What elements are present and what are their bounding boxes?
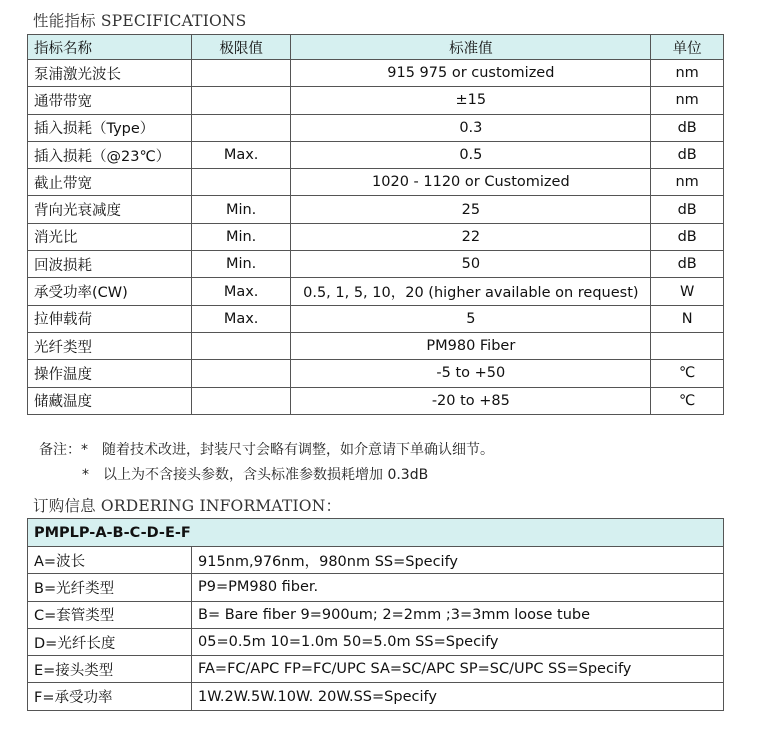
order-key: D=光纤长度 xyxy=(28,628,192,655)
spec-name: 泵浦激光波长 xyxy=(28,60,192,87)
spec-unit: W xyxy=(651,278,724,305)
spec-unit: dB xyxy=(651,114,724,141)
spec-limit xyxy=(191,114,291,141)
spec-value: ±15 xyxy=(291,87,651,114)
spec-limit: Max. xyxy=(191,141,291,168)
spec-value: 22 xyxy=(291,223,651,250)
spec-name: 拉伸载荷 xyxy=(28,305,192,332)
order-value: P9=PM980 fiber. xyxy=(192,574,724,601)
spec-unit: nm xyxy=(651,169,724,196)
specifications-table xyxy=(27,34,724,415)
table-row xyxy=(28,196,724,223)
table-row xyxy=(28,141,724,168)
spec-limit: Min. xyxy=(191,251,291,278)
part-number: PMPLP-A-B-C-D-E-F xyxy=(28,519,724,547)
table-row xyxy=(28,547,724,574)
spec-unit: dB xyxy=(651,141,724,168)
table-row xyxy=(28,628,724,655)
spec-name: 插入损耗（@23℃） xyxy=(28,141,192,168)
spec-unit: dB xyxy=(651,251,724,278)
spec-limit xyxy=(191,332,291,359)
order-value: FA=FC/APC FP=FC/UPC SA=SC/APC SP=SC/UPC SS=Specify xyxy=(192,656,724,683)
table-row xyxy=(28,683,724,710)
spec-value: 50 xyxy=(291,251,651,278)
spec-unit: nm xyxy=(651,87,724,114)
order-value: 915nm,976nm，980nm SS=Specify xyxy=(192,547,724,574)
note-line-2: * 以上为不含接头参数，含头标准参数损耗增加 0.3dB xyxy=(82,467,429,483)
spec-unit: nm xyxy=(651,60,724,87)
spec-name: 通带带宽 xyxy=(28,87,192,114)
spec-unit: ℃ xyxy=(651,387,724,414)
table-row xyxy=(28,60,724,87)
spec-limit: Min. xyxy=(191,223,291,250)
table-row xyxy=(28,305,724,332)
table-row xyxy=(28,387,724,414)
order-key: F=承受功率 xyxy=(28,683,192,710)
table-row xyxy=(28,223,724,250)
table-row xyxy=(28,114,724,141)
spec-name: 光纤类型 xyxy=(28,332,192,359)
spec-value: 25 xyxy=(291,196,651,223)
spec-name: 消光比 xyxy=(28,223,192,250)
header-unit: 单位 xyxy=(651,35,724,60)
spec-limit: Max. xyxy=(191,278,291,305)
spec-value: 0.5, 1, 5, 10，20 (higher available on request) xyxy=(291,278,651,305)
table-row xyxy=(28,574,724,601)
table-row xyxy=(28,332,724,359)
header-value: 标准值 xyxy=(291,35,651,60)
header-limit: 极限值 xyxy=(191,35,291,60)
table-row xyxy=(28,278,724,305)
order-value: 1W.2W.5W.10W. 20W.SS=Specify xyxy=(192,683,724,710)
order-key: C=套管类型 xyxy=(28,601,192,628)
table-header-row xyxy=(28,35,724,60)
spec-unit: ℃ xyxy=(651,360,724,387)
ordering-title: 订购信息 ORDERING INFORMATION： xyxy=(33,497,342,515)
spec-name: 储藏温度 xyxy=(28,387,192,414)
table-row xyxy=(28,87,724,114)
table-row xyxy=(28,251,724,278)
spec-value: -5 to +50 xyxy=(291,360,651,387)
spec-unit xyxy=(651,332,724,359)
table-row xyxy=(28,360,724,387)
specifications-title: 性能指标 SPECIFICATIONS xyxy=(33,12,247,30)
spec-value: 0.3 xyxy=(291,114,651,141)
order-key: B=光纤类型 xyxy=(28,574,192,601)
spec-value: 5 xyxy=(291,305,651,332)
spec-value: PM980 Fiber xyxy=(291,332,651,359)
order-key: E=接头类型 xyxy=(28,656,192,683)
spec-name: 截止带宽 xyxy=(28,169,192,196)
spec-unit: dB xyxy=(651,223,724,250)
spec-limit xyxy=(191,169,291,196)
table-row xyxy=(28,169,724,196)
spec-value: 1020 - 1120 or Customized xyxy=(291,169,651,196)
spec-name: 操作温度 xyxy=(28,360,192,387)
spec-name: 背向光衰减度 xyxy=(28,196,192,223)
order-value: B= Bare fiber 9=900um; 2=2mm ;3=3mm loose tube xyxy=(192,601,724,628)
spec-limit xyxy=(191,60,291,87)
table-row xyxy=(28,601,724,628)
spec-unit: N xyxy=(651,305,724,332)
spec-name: 承受功率(CW) xyxy=(28,278,192,305)
spec-value: 915 975 or customized xyxy=(291,60,651,87)
spec-name: 回波损耗 xyxy=(28,251,192,278)
note-line-1: 备注：* 随着技术改进，封装尺寸会略有调整，如介意请下单确认细节。 xyxy=(39,442,494,458)
ordering-table xyxy=(27,518,724,711)
table-row xyxy=(28,656,724,683)
spec-limit: Min. xyxy=(191,196,291,223)
spec-unit: dB xyxy=(651,196,724,223)
part-number-row xyxy=(28,519,724,547)
order-key: A=波长 xyxy=(28,547,192,574)
header-name: 指标名称 xyxy=(28,35,192,60)
spec-limit: Max. xyxy=(191,305,291,332)
spec-limit xyxy=(191,87,291,114)
spec-value: 0.5 xyxy=(291,141,651,168)
spec-value: -20 to +85 xyxy=(291,387,651,414)
spec-name: 插入损耗（Type） xyxy=(28,114,192,141)
order-value: 05=0.5m 10=1.0m 50=5.0m SS=Specify xyxy=(192,628,724,655)
spec-limit xyxy=(191,360,291,387)
spec-limit xyxy=(191,387,291,414)
